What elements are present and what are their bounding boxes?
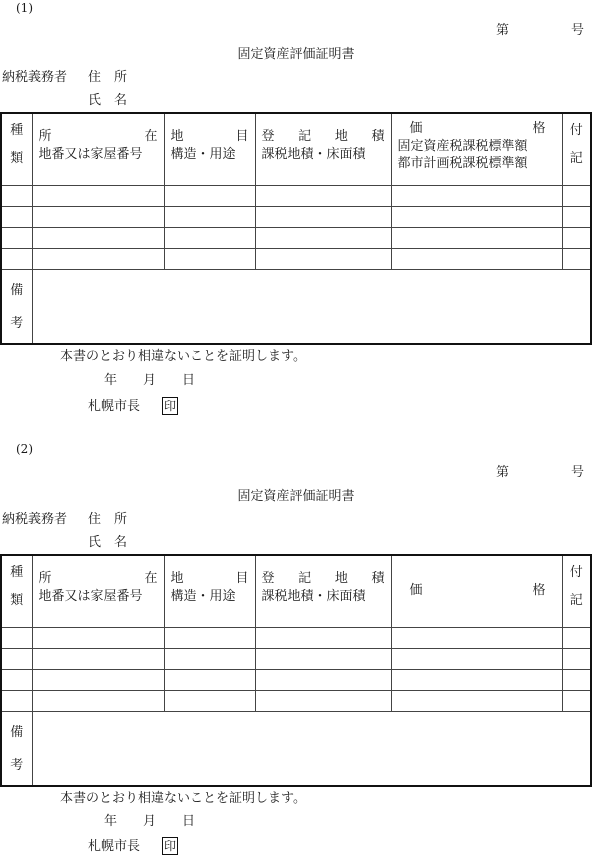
- taxpayer-label: 納税義務者: [2, 512, 68, 527]
- remarks-row: [1, 269, 591, 344]
- header-type: 種 類: [1, 555, 32, 627]
- mayor-line: [88, 397, 178, 415]
- document-title: 固定資産評価証明書: [237, 489, 355, 504]
- certify-text: 本書のとおり相違ないことを証明します。: [60, 791, 306, 806]
- go-label: 号: [571, 23, 585, 38]
- header-land-use: 地 目 構造・用途: [164, 555, 255, 627]
- header-row: [1, 555, 591, 627]
- form-number: (2): [16, 442, 33, 456]
- mayor-label: 札幌市長: [88, 399, 141, 414]
- header-location: 所 在 地番又は家屋番号: [32, 113, 164, 185]
- table-row: [1, 627, 591, 648]
- certify-text: 本書のとおり相違ないことを証明します。: [60, 349, 306, 364]
- document-title: 固定資産評価証明書: [237, 47, 355, 62]
- mayor-label: 札幌市長: [88, 839, 141, 854]
- seal-stamp: 印: [164, 399, 177, 413]
- dai-label: 第: [496, 465, 510, 480]
- table-row: [1, 206, 591, 227]
- table-row: [1, 248, 591, 269]
- header-area: 登 記 地 積 課税地積・床面積: [255, 555, 391, 627]
- table-row: [1, 690, 591, 711]
- header-land-use: 地 目 構造・用途: [164, 113, 255, 185]
- dai-label: 第: [496, 23, 510, 38]
- address-label: 住 所: [88, 512, 128, 527]
- date-line: 年 月 日: [104, 373, 196, 388]
- remarks-label: 備 考: [1, 269, 32, 344]
- table-row: [1, 227, 591, 248]
- certificate-form-1: [0, 0, 592, 426]
- go-label: 号: [571, 465, 585, 480]
- date-line: 年 月 日: [104, 814, 196, 829]
- table-row: [1, 648, 591, 669]
- seal-stamp: 印: [164, 839, 177, 853]
- header-type: 種 類: [1, 113, 32, 185]
- property-table: [0, 554, 592, 787]
- remarks-label: 備 考: [1, 711, 32, 786]
- header-notes: 付 記: [562, 113, 591, 185]
- header-row: [1, 113, 591, 185]
- name-label: 氏 名: [88, 535, 128, 550]
- header-location: 所 在 地番又は家屋番号: [32, 555, 164, 627]
- address-label: 住 所: [88, 70, 128, 85]
- table-row: [1, 669, 591, 690]
- header-price: 価 格 固定資産税課税標準額 都市計画税課税標準額: [391, 113, 562, 185]
- header-area: 登 記 地 積 課税地積・床面積: [255, 113, 391, 185]
- taxpayer-label: 納税義務者: [2, 70, 68, 85]
- property-table: [0, 112, 592, 345]
- header-notes: 付 記: [562, 555, 591, 627]
- remarks-row: [1, 711, 591, 786]
- header-price: 価 格: [391, 555, 562, 627]
- table-row: [1, 185, 591, 206]
- name-label: 氏 名: [88, 93, 128, 108]
- certificate-form-2: [0, 440, 592, 852]
- remarks-field: [32, 711, 591, 786]
- mayor-line: [88, 837, 178, 855]
- remarks-field: [32, 269, 591, 344]
- form-number: (1): [16, 1, 33, 15]
